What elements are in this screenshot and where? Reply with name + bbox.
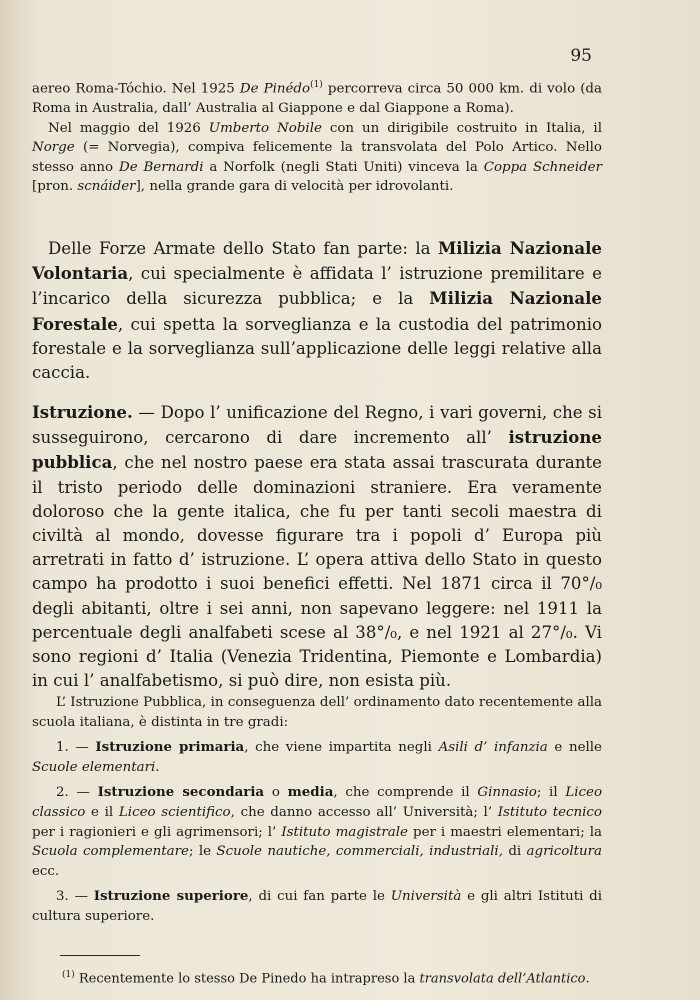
gradi-intro: L’ Istruzione Pubblica, in conseguenza dell’ ordinamento dato recentemente alla scuola italiana, è distinta in tre gradi:	[32, 695, 602, 730]
footnote-divider	[60, 955, 140, 956]
page-number: 95	[570, 46, 592, 66]
intro-paragraph-2: Nel maggio del 1926 Umberto Nobile con un dirigibile costruito in Italia, il Norge (= Norvegia), compiva felicemente la transvolata del Polo Artico. Nello stesso anno De Bernardi a Norfolk (negli Stati Uniti) vinceva la Coppa Schneider [pron. scnáider], nella grande gara di velocità per idrovolanti.	[32, 120, 603, 195]
istruzione-paragraph: Istruzione. — Dopo l’ unificazione del Regno, i vari governi, che si susseguirono, cercarono di dare incremento all’ istruzione pubblica, che nel nostro paese era stata assai trascurata durante il tristo periodo delle dominazioni straniere. Era veramente doloroso che la gente italica, che fu per tanti secoli maestra di civiltà al mondo, dovesse figurare tra i popoli d’ Europa più arretrati in fatto d’ istruzione. L’ opera attiva dello Stato in questo campo ha prodotto i suoi benefici effetti. Nel 1871 circa il 70°/₀ degli abitanti, oltre i sei anni, non sapevano leggere: nel 1911 la percentuale degli analfabeti scese al 38°/₀, e nel 1921 al 27°/₀. Vi sono regioni d’ Italia (Venezia Tridentina, Piemonte e Lombardia) in cui l’ analfabetismo, si può dire, non esista più.	[32, 402, 602, 691]
footnote-ref: (1)	[310, 80, 323, 90]
istruzione-section	[32, 400, 602, 693]
footnote-mark: (1)	[62, 970, 75, 980]
section-heading: Istruzione.	[32, 402, 133, 422]
grado-primaria: 1. — Istruzione primaria, che viene impartita negli Asili d’ infanzia e nelle Scuole elementari.	[32, 739, 602, 775]
gradi-section	[32, 693, 602, 927]
intro-section	[32, 76, 602, 197]
forze-armate-paragraph: Delle Forze Armate dello Stato fan parte: la Milizia Nazionale Volontaria, cui specialmente è affidata l’ istruzione premilitare e l’incarico della sicurezza pubblica; e la Milizia Nazionale Forestale, cui spetta la sorveglianza e la custodia del patrimonio forestale e la sorveglianza sull’applicazione delle leggi relative alla caccia.	[32, 238, 602, 383]
intro-paragraph-1: aereo Roma-Tóchio. Nel 1925 De Pinédo$^{(1)}$ percorreva circa 50 000 km. di volo (da Roma in Australia, dall’ Australia al Giappone e dal Giappone a Roma).	[32, 80, 602, 117]
footnote: $^{(1)}$ Recentemente lo stesso De Pinedo ha intrapreso la transvolata dell’Atlantico.	[62, 970, 590, 987]
grado-superiore: 3. — Istruzione superiore, di cui fan parte le Università e gli altri Istituti di cultura superiore.	[32, 888, 602, 924]
forze-armate-section	[32, 236, 602, 385]
grado-secondaria: 2. — Istruzione secondaria o media, che comprende il Ginnasio; il Liceo classico e il Liceo scientifico, che danno accesso all’ Università; l’ Istituto tecnico per i ragionieri e gli agrimensori; l’ Istituto magistrale per i maestri elementari; la Scuola complementare; le Scuole nautiche, commerciali, industriali, di agricoltura ecc.	[32, 784, 603, 879]
